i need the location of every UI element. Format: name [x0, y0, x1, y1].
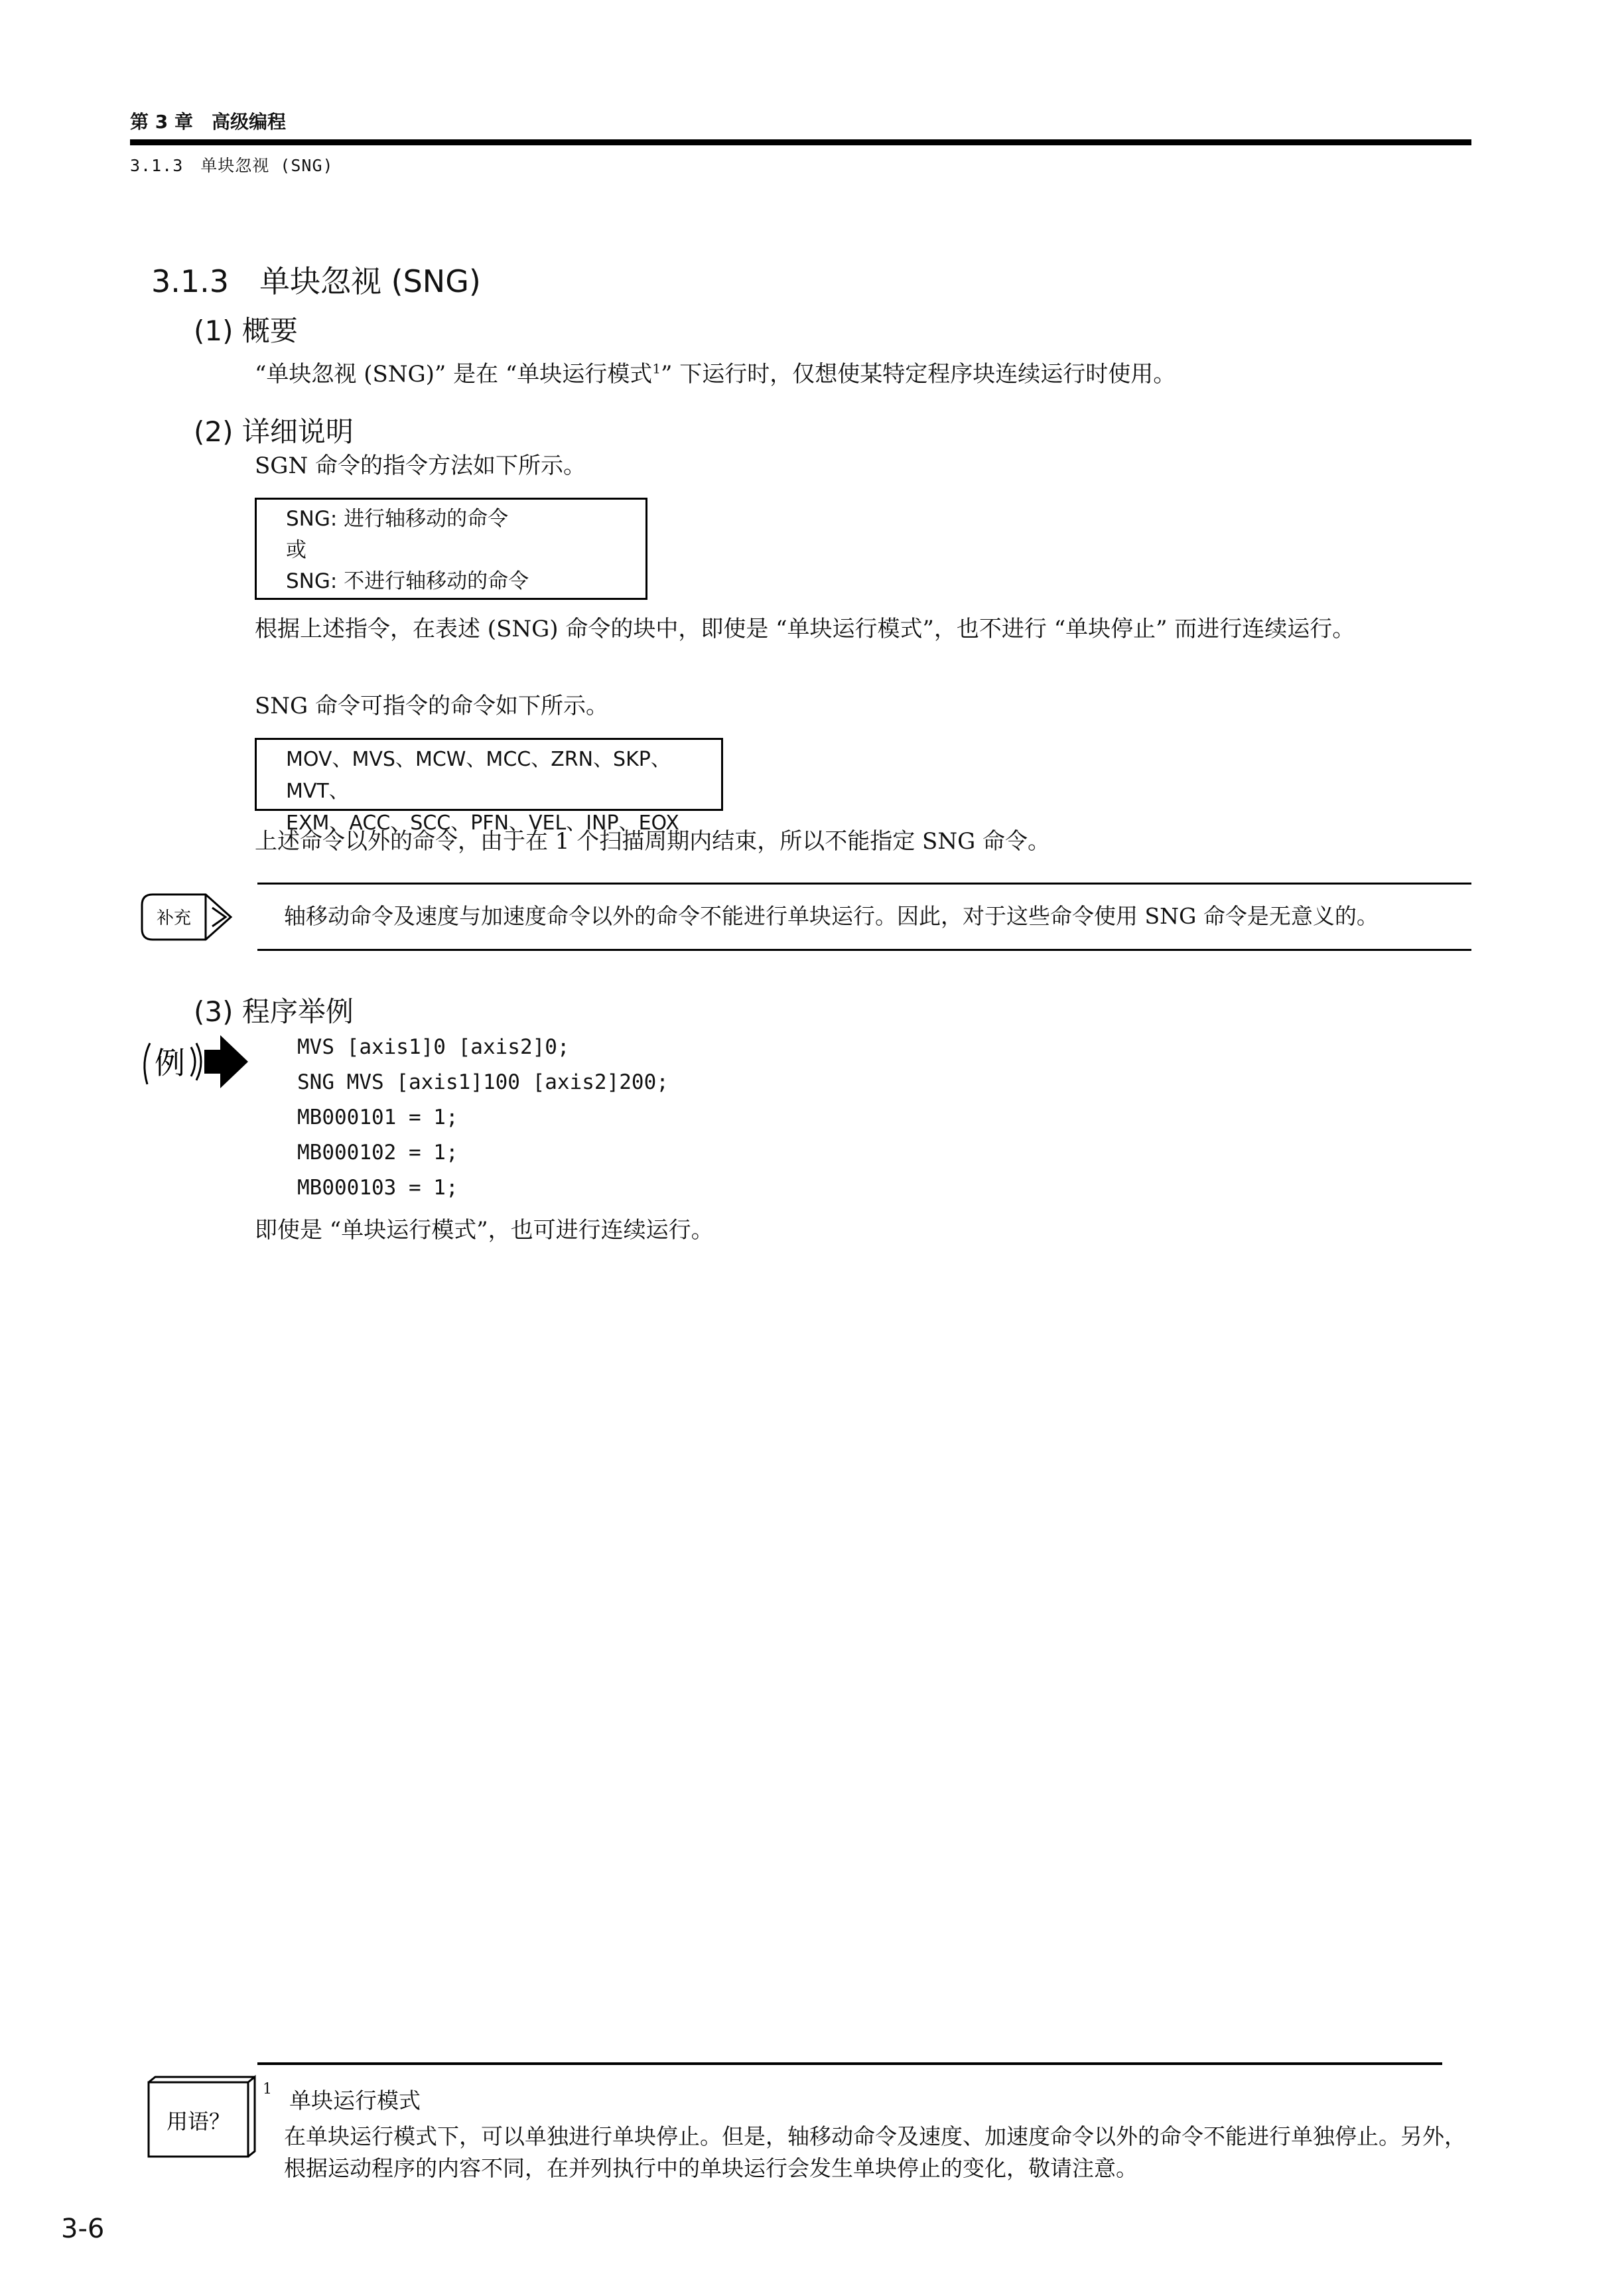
footnote-text: 在单块运行模式下，可以单独进行单块停止。但是，轴移动命令及速度、加速度命令以外的命令不能进行单独停止。另外，根据运动程序的内容不同，在并列执行中的单块运行会发生单块停止的变化，敬请注意。	[284, 2123, 1466, 2181]
command-list-box	[255, 738, 723, 835]
footnote-number: 1	[263, 2081, 272, 2098]
explain-paragraph: 根据上述指令，在表述 (SNG) 命令的块中，即使是 “单块运行模式”，也不进行 “单块停止” 而进行连续运行。	[255, 616, 1355, 642]
section-header: 3.1.3 单块忽视 (SNG)	[130, 156, 334, 175]
method-intro: SGN 命令的指令方法如下所示。	[255, 453, 586, 479]
arrow-right-icon	[138, 1030, 251, 1094]
footnote-mark: 1	[652, 360, 661, 377]
supplement-rule-top	[257, 883, 1471, 885]
syntax-line: SNG: 进行轴移动的命令	[286, 507, 509, 531]
syntax-line: SNG: 不进行轴移动的命令	[286, 569, 529, 593]
overview-heading: (1) 概要	[194, 315, 298, 347]
header-rule	[130, 139, 1471, 145]
overview-text-a: “单块忽视 (SNG)” 是在 “单块运行模式	[255, 361, 653, 388]
chapter-header: 第 3 章 高级编程	[130, 111, 286, 133]
example-heading: (3) 程序举例	[194, 995, 354, 1028]
footnote-icon-label: 用语？	[166, 2109, 231, 2134]
overview-paragraph	[255, 358, 1469, 390]
code-line: MB000101 = 1;	[297, 1105, 458, 1129]
supplement-rule-bottom	[257, 949, 1471, 951]
footnote-rule	[257, 2062, 1442, 2065]
code-block	[297, 1030, 669, 1206]
details-heading: (2) 详细说明	[194, 415, 354, 448]
page-number: 3-6	[61, 2214, 105, 2244]
syntax-line: 或	[286, 538, 306, 562]
pencil-icon	[138, 891, 251, 944]
syntax-box	[255, 498, 647, 600]
allowed-intro: SNG 命令可指令的命令如下所示。	[255, 693, 609, 719]
supplement-text: 轴移动命令及速度与加速度命令以外的命令不能进行单块运行。因此，对于这些命令使用 SNG 命令是无意义的。	[284, 903, 1379, 929]
other-commands-note: 上述命令以外的命令，由于在 1 个扫描周期内结束，所以不能指定 SNG 命令。	[255, 828, 1051, 855]
footnote-title: 单块运行模式	[289, 2088, 421, 2113]
section-title: 3.1.3 单块忽视 (SNG)	[151, 263, 481, 299]
overview-text-b: ” 下运行时，仅想使某特定程序块连续运行时使用。	[661, 361, 1176, 388]
command-line: MOV、MVS、MCW、MCC、ZRN、SKP、MVT、	[286, 748, 671, 803]
code-line: SNG MVS [axis1]100 [axis2]200;	[297, 1070, 669, 1094]
code-line: MB000103 = 1;	[297, 1176, 458, 1200]
example-result: 即使是 “单块运行模式”，也可进行连续运行。	[255, 1217, 714, 1244]
code-line: MB000102 = 1;	[297, 1141, 458, 1165]
command-line: EXM、ACC、SCC、PFN、VEL、INP、EOX	[286, 812, 679, 835]
code-line: MVS [axis1]0 [axis2]0;	[297, 1035, 570, 1059]
example-icon-label: 例	[155, 1045, 185, 1081]
supplement-icon-label: 补充	[156, 908, 192, 928]
book-icon	[142, 2073, 259, 2166]
